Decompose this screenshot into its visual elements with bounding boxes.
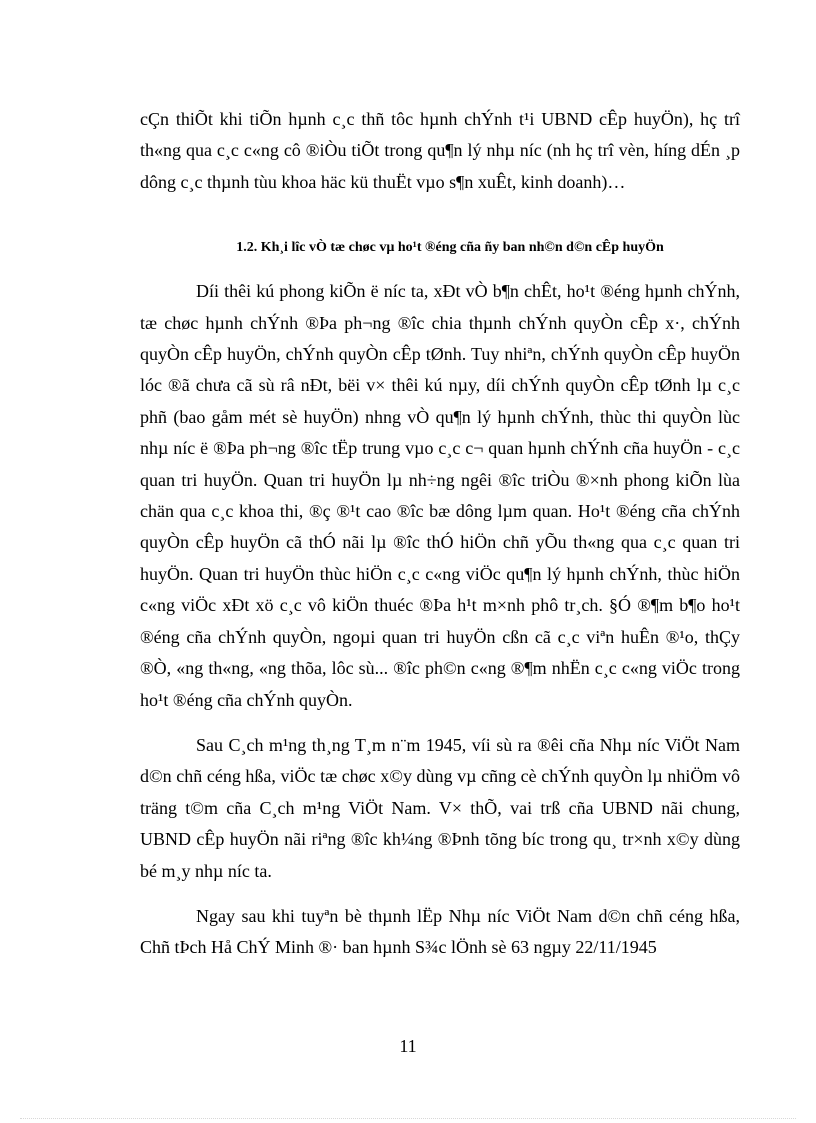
- page-number: 11: [399, 1036, 417, 1056]
- paragraph-continued: cÇn thiÕt khi tiÕn hµnh c¸c thñ tôc hµnh chÝnh t¹i UBND cÊp huyÖn), hç trî th«ng qua c¸c c«ng cô ®iÒu tiÕt trong qu¶n lý nhµ níc (nh hç trî vèn, híng dÉn ¸p dông c¸c thµnh tùu khoa häc kü thuËt vµo s¶n xuÊt, kinh doanh)…: [140, 109, 740, 192]
- paragraph: Díi thêi kú phong kiÕn ë níc ta, xÐt vÒ b¶n chÊt, ho¹t ®éng hµnh chÝnh, tæ chøc hµnh chÝnh ®Þa ph¬ng ®îc chia thµnh chÝnh quyÒn cÊp x·, chÝnh quyÒn cÊp huyÖn, chÝnh quyÒn cÊp tØnh. Tuy nhiªn, chÝnh quyÒn cÊp huyÖn lóc ®ã chưa cã sù râ nÐt, bëi v× thêi kú nµy, díi chÝnh quyÒn cÊp tØnh lµ c¸c phñ (bao gåm mét sè huyÖn) nhng vÒ qu¶n lý hµnh chÝnh, thùc thi quyÒn lùc nhµ níc ë ®Þa ph¬ng ®îc tËp trung vµo c¸c c¬ quan hµnh chÝnh cña huyÖn - c¸c quan tri huyÖn. Quan tri huyÖn lµ nh÷ng ngêi ®îc triÒu ®×nh phong kiÕn lùa chän qua c¸c khoa thi, ®ç ®¹t cao ®îc bæ dông lµm quan. Ho¹t ®éng cña chÝnh quyÒn cÊp huyÖn cã thÓ nãi lµ ®îc thÓ hiÖn chñ yÕu th«ng qua c¸c quan tri huyÖn. Quan tri huyÖn thùc hiÖn c¸c c«ng viÖc qu¶n lý hµnh chÝnh, thùc hiÖn c«ng viÖc xÐt xö c¸c vô kiÖn thuéc ®Þa h¹t m×nh phô tr¸ch. §Ó ®¶m b¶o ho¹t ®éng cña chÝnh quyÒn, ngoµi quan tri huyÖn cßn cã c¸c viªn huÊn ®¹o, thÇy ®Ò, «ng th«ng, «ng thõa, lôc sù... ®îc ph©n c«ng ®¶m nhËn c¸c c«ng viÖc trong ho¹t ®éng cña chÝnh quyÒn.: [140, 281, 740, 710]
- paragraph: Ngay sau khi tuyªn bè thµnh lËp Nhµ níc ViÖt Nam d©n chñ céng hßa, Chñ tÞch Hå ChÝ Minh ®· ban hµnh S¾c lÖnh sè 63 ngµy 22/11/1945: [140, 905, 740, 958]
- paragraph: Sau C¸ch m¹ng th¸ng T¸m n¨m 1945, víi sù ra ®êi cña Nhµ níc ViÖt Nam d©n chñ céng hßa, viÖc tæ chøc x©y dùng vµ cñng cè chÝnh quyÒn lµ nhiÖm vô träng t©m cña C¸ch m¹ng ViÖt Nam. V× thÕ, vai trß cña UBND nãi chung, UBND cÊp huyÖn nãi riªng ®îc kh¼ng ®Þnh tõng bíc trong qu¸ tr×nh x©y dùng bé m¸y nhµ níc ta.: [140, 734, 740, 881]
- section-heading: 1.2. Kh¸i lîc vÒ tæ chøc vµ ho¹t ®éng cña ñy ban nh©n d©n cÊp huyÖn: [236, 240, 664, 256]
- page-divider: [20, 1118, 796, 1119]
- page-body: [140, 104, 740, 964]
